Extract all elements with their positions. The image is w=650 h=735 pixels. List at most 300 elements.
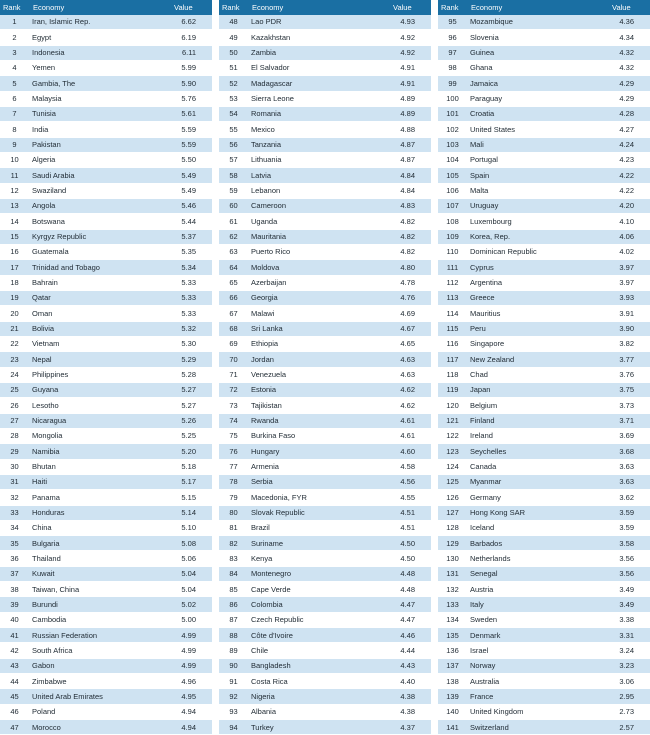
rank-cell: 136 (438, 643, 467, 658)
table-row (438, 229, 650, 244)
rank-cell: 57 (219, 152, 248, 167)
economy-cell: Seychelles (467, 444, 608, 459)
table-row (0, 137, 212, 152)
economy-cell: Qatar (29, 290, 170, 305)
economy-cell: Switzerland (467, 720, 608, 735)
value-cell: 4.47 (389, 597, 431, 612)
value-cell: 4.92 (389, 30, 431, 45)
economy-cell: Honduras (29, 505, 170, 520)
rank-cell: 9 (0, 137, 29, 152)
value-cell: 3.76 (608, 367, 650, 382)
table-row (438, 720, 650, 735)
value-cell: 5.44 (170, 214, 212, 229)
economy-cell: Guatemala (29, 244, 170, 259)
rank-cell: 98 (438, 60, 467, 75)
table-row (438, 367, 650, 382)
economy-cell: Turkey (248, 720, 389, 735)
value-cell: 5.90 (170, 76, 212, 91)
rank-cell: 44 (0, 674, 29, 689)
table-row (219, 60, 431, 75)
rank-cell: 33 (0, 505, 29, 520)
value-cell: 5.10 (170, 520, 212, 535)
rank-cell: 23 (0, 352, 29, 367)
value-cell: 5.02 (170, 597, 212, 612)
value-cell: 5.18 (170, 459, 212, 474)
rank-cell: 38 (0, 582, 29, 597)
rank-cell: 46 (0, 704, 29, 719)
economy-cell: Malaysia (29, 91, 170, 106)
table-row (219, 106, 431, 121)
table-row (0, 290, 212, 305)
table-row (219, 321, 431, 336)
value-cell: 5.35 (170, 244, 212, 259)
economy-cell: Mexico (248, 122, 389, 137)
economy-cell: Latvia (248, 168, 389, 183)
value-cell: 4.06 (608, 229, 650, 244)
rank-cell: 109 (438, 229, 467, 244)
rank-cell: 79 (219, 490, 248, 505)
economy-cell: Bolivia (29, 321, 170, 336)
table-row (219, 444, 431, 459)
economy-cell: Swaziland (29, 183, 170, 198)
economy-cell: India (29, 122, 170, 137)
table-row (0, 260, 212, 275)
table-row (0, 520, 212, 535)
rank-cell: 21 (0, 321, 29, 336)
value-cell: 3.63 (608, 459, 650, 474)
table-row (219, 459, 431, 474)
table-row (0, 689, 212, 704)
value-cell: 5.49 (170, 183, 212, 198)
table-row (0, 168, 212, 183)
table-row (438, 658, 650, 673)
table-row (219, 352, 431, 367)
economy-cell: Lebanon (248, 183, 389, 198)
economy-cell: Canada (467, 459, 608, 474)
value-cell: 4.38 (389, 704, 431, 719)
table-row (438, 398, 650, 413)
table-row (0, 382, 212, 397)
value-cell: 5.04 (170, 566, 212, 581)
table-row (219, 643, 431, 658)
table-row (0, 198, 212, 213)
rank-cell: 134 (438, 612, 467, 627)
rank-cell: 36 (0, 551, 29, 566)
rank-cell: 100 (438, 91, 467, 106)
economy-cell: Barbados (467, 536, 608, 551)
rank-cell: 75 (219, 428, 248, 443)
value-cell: 4.82 (389, 244, 431, 259)
rank-cell: 117 (438, 352, 467, 367)
economy-cell: Haiti (29, 474, 170, 489)
economy-cell: Serbia (248, 474, 389, 489)
economy-cell: Bhutan (29, 459, 170, 474)
economy-cell: Mauritius (467, 306, 608, 321)
value-cell: 6.19 (170, 30, 212, 45)
table-row (219, 198, 431, 213)
value-cell: 4.48 (389, 582, 431, 597)
table-row (0, 244, 212, 259)
rank-cell: 116 (438, 336, 467, 351)
rank-cell: 60 (219, 198, 248, 213)
economy-cell: Luxembourg (467, 214, 608, 229)
rank-cell: 113 (438, 290, 467, 305)
rank-cell: 71 (219, 367, 248, 382)
economy-cell: Ethiopia (248, 336, 389, 351)
value-cell: 4.34 (608, 30, 650, 45)
economy-cell: Botswana (29, 214, 170, 229)
value-cell: 4.76 (389, 290, 431, 305)
table-row (438, 106, 650, 121)
table-row (219, 306, 431, 321)
table-row (0, 505, 212, 520)
value-cell: 5.49 (170, 168, 212, 183)
economy-cell: Panama (29, 490, 170, 505)
rank-cell: 114 (438, 306, 467, 321)
table-row (438, 275, 650, 290)
table-row (438, 505, 650, 520)
economy-cell: Mongolia (29, 428, 170, 443)
economy-cell: Finland (467, 413, 608, 428)
table-row (438, 244, 650, 259)
rank-header: Rank (0, 0, 29, 15)
table-header-row (219, 0, 431, 15)
table-row (0, 536, 212, 551)
table-header-row (0, 0, 212, 15)
rank-cell: 34 (0, 520, 29, 535)
economy-cell: Netherlands (467, 551, 608, 566)
value-cell: 3.56 (608, 566, 650, 581)
economy-cell: Czech Republic (248, 612, 389, 627)
economy-header: Economy (248, 0, 389, 15)
economy-cell: Nepal (29, 352, 170, 367)
table-row (438, 306, 650, 321)
value-cell: 4.62 (389, 398, 431, 413)
rank-cell: 118 (438, 367, 467, 382)
rank-cell: 3 (0, 45, 29, 60)
rank-cell: 16 (0, 244, 29, 259)
table-row (219, 45, 431, 60)
rank-cell: 90 (219, 658, 248, 673)
rank-cell: 35 (0, 536, 29, 551)
value-cell: 4.50 (389, 536, 431, 551)
economy-cell: Uruguay (467, 198, 608, 213)
economy-cell: United Arab Emirates (29, 689, 170, 704)
value-cell: 4.88 (389, 122, 431, 137)
rank-cell: 101 (438, 106, 467, 121)
table-row (0, 275, 212, 290)
economy-cell: Egypt (29, 30, 170, 45)
value-cell: 5.20 (170, 444, 212, 459)
table-row (219, 689, 431, 704)
table-row (438, 45, 650, 60)
value-cell: 5.17 (170, 474, 212, 489)
economy-cell: Germany (467, 490, 608, 505)
table-row (438, 597, 650, 612)
rank-cell: 93 (219, 704, 248, 719)
rank-cell: 29 (0, 444, 29, 459)
value-cell: 4.61 (389, 413, 431, 428)
economy-cell: Yemen (29, 60, 170, 75)
rank-cell: 121 (438, 413, 467, 428)
economy-cell: Puerto Rico (248, 244, 389, 259)
value-cell: 3.97 (608, 275, 650, 290)
value-cell: 3.73 (608, 398, 650, 413)
rank-cell: 105 (438, 168, 467, 183)
value-cell: 4.28 (608, 106, 650, 121)
table-row (219, 505, 431, 520)
economy-cell: Cameroon (248, 198, 389, 213)
value-cell: 4.02 (608, 244, 650, 259)
economy-cell: Austria (467, 582, 608, 597)
value-cell: 4.29 (608, 91, 650, 106)
table-row (0, 597, 212, 612)
economy-cell: Denmark (467, 628, 608, 643)
economy-cell: Rwanda (248, 413, 389, 428)
rank-cell: 20 (0, 306, 29, 321)
economy-cell: Portugal (467, 152, 608, 167)
table-row (0, 490, 212, 505)
economy-cell: United States (467, 122, 608, 137)
table-row (219, 490, 431, 505)
value-cell: 5.33 (170, 306, 212, 321)
value-cell: 5.27 (170, 398, 212, 413)
table-row (438, 490, 650, 505)
rank-cell: 137 (438, 658, 467, 673)
value-cell: 4.89 (389, 91, 431, 106)
rank-cell: 52 (219, 76, 248, 91)
value-cell: 4.99 (170, 658, 212, 673)
value-cell: 4.50 (389, 551, 431, 566)
table-row (0, 306, 212, 321)
rank-cell: 128 (438, 520, 467, 535)
table-row (0, 628, 212, 643)
rank-cell: 139 (438, 689, 467, 704)
economy-cell: Mali (467, 137, 608, 152)
value-cell: 3.58 (608, 536, 650, 551)
economy-cell: United Kingdom (467, 704, 608, 719)
table-row (438, 674, 650, 689)
table-row (0, 229, 212, 244)
economy-cell: South Africa (29, 643, 170, 658)
ranking-table-2 (219, 0, 431, 735)
value-cell: 4.99 (170, 628, 212, 643)
table-row (438, 474, 650, 489)
economy-cell: Myanmar (467, 474, 608, 489)
value-cell: 4.93 (389, 15, 431, 30)
table-row (219, 566, 431, 581)
economy-cell: Ireland (467, 428, 608, 443)
rank-cell: 127 (438, 505, 467, 520)
value-cell: 5.61 (170, 106, 212, 121)
rank-cell: 141 (438, 720, 467, 735)
value-cell: 3.68 (608, 444, 650, 459)
table-row (0, 398, 212, 413)
rank-cell: 45 (0, 689, 29, 704)
table-row (219, 290, 431, 305)
table-row (438, 91, 650, 106)
rank-cell: 77 (219, 459, 248, 474)
economy-cell: Cape Verde (248, 582, 389, 597)
economy-cell: Lesotho (29, 398, 170, 413)
value-cell: 3.38 (608, 612, 650, 627)
rank-cell: 138 (438, 674, 467, 689)
value-cell: 4.10 (608, 214, 650, 229)
economy-cell: Bangladesh (248, 658, 389, 673)
rank-cell: 87 (219, 612, 248, 627)
economy-cell: Georgia (248, 290, 389, 305)
economy-cell: Belgium (467, 398, 608, 413)
rank-cell: 119 (438, 382, 467, 397)
value-cell: 4.99 (170, 643, 212, 658)
rank-cell: 27 (0, 413, 29, 428)
rank-cell: 135 (438, 628, 467, 643)
table-row (0, 674, 212, 689)
table-row (0, 91, 212, 106)
economy-cell: Chile (248, 643, 389, 658)
table-row (438, 183, 650, 198)
value-cell: 2.95 (608, 689, 650, 704)
value-cell: 3.49 (608, 582, 650, 597)
table-row (219, 582, 431, 597)
table-row (0, 704, 212, 719)
value-cell: 2.57 (608, 720, 650, 735)
rank-cell: 6 (0, 91, 29, 106)
economy-cell: Armenia (248, 459, 389, 474)
rank-cell: 133 (438, 597, 467, 612)
table-row (219, 628, 431, 643)
table-row (0, 643, 212, 658)
table-row (438, 290, 650, 305)
economy-cell: Sweden (467, 612, 608, 627)
rank-cell: 67 (219, 306, 248, 321)
table-row (438, 122, 650, 137)
value-cell: 4.65 (389, 336, 431, 351)
table-row (0, 367, 212, 382)
value-cell: 4.37 (389, 720, 431, 735)
economy-cell: Poland (29, 704, 170, 719)
economy-cell: Kyrgyz Republic (29, 229, 170, 244)
value-cell: 5.28 (170, 367, 212, 382)
rank-cell: 122 (438, 428, 467, 443)
rank-cell: 95 (438, 15, 467, 30)
value-cell: 3.59 (608, 505, 650, 520)
economy-cell: Hong Kong SAR (467, 505, 608, 520)
rank-cell: 24 (0, 367, 29, 382)
value-cell: 3.82 (608, 336, 650, 351)
economy-cell: Nigeria (248, 689, 389, 704)
table-row (219, 229, 431, 244)
economy-cell: Morocco (29, 720, 170, 735)
table-row (438, 689, 650, 704)
value-cell: 4.92 (389, 45, 431, 60)
rank-cell: 54 (219, 106, 248, 121)
rank-cell: 7 (0, 106, 29, 121)
rank-header: Rank (219, 0, 248, 15)
value-cell: 3.63 (608, 474, 650, 489)
rank-cell: 41 (0, 628, 29, 643)
value-cell: 3.31 (608, 628, 650, 643)
economy-cell: Colombia (248, 597, 389, 612)
value-cell: 5.34 (170, 260, 212, 275)
value-cell: 5.37 (170, 229, 212, 244)
table-row (438, 260, 650, 275)
economy-cell: France (467, 689, 608, 704)
rank-cell: 12 (0, 183, 29, 198)
economy-cell: Saudi Arabia (29, 168, 170, 183)
economy-cell: Italy (467, 597, 608, 612)
economy-cell: Mauritania (248, 229, 389, 244)
economy-cell: Indonesia (29, 45, 170, 60)
rank-cell: 18 (0, 275, 29, 290)
value-cell: 4.46 (389, 628, 431, 643)
value-cell: 4.27 (608, 122, 650, 137)
rank-cell: 85 (219, 582, 248, 597)
economy-cell: Thailand (29, 551, 170, 566)
economy-cell: Norway (467, 658, 608, 673)
table-row (0, 612, 212, 627)
economy-cell: China (29, 520, 170, 535)
economy-cell: Dominican Republic (467, 244, 608, 259)
economy-cell: Mozambique (467, 15, 608, 30)
table-row (438, 551, 650, 566)
rank-cell: 28 (0, 428, 29, 443)
rank-cell: 11 (0, 168, 29, 183)
table-row (0, 214, 212, 229)
value-cell: 5.27 (170, 382, 212, 397)
table-row (219, 674, 431, 689)
value-cell: 4.67 (389, 321, 431, 336)
table-row (0, 428, 212, 443)
economy-cell: Argentina (467, 275, 608, 290)
economy-cell: Nicaragua (29, 413, 170, 428)
economy-cell: Côte d'Ivoire (248, 628, 389, 643)
rank-cell: 55 (219, 122, 248, 137)
rank-cell: 48 (219, 15, 248, 30)
value-cell: 4.47 (389, 612, 431, 627)
value-cell: 4.95 (170, 689, 212, 704)
table-row (219, 428, 431, 443)
rank-cell: 125 (438, 474, 467, 489)
value-cell: 5.04 (170, 582, 212, 597)
value-cell: 5.33 (170, 290, 212, 305)
value-cell: 5.46 (170, 198, 212, 213)
value-cell: 4.44 (389, 643, 431, 658)
rank-cell: 39 (0, 597, 29, 612)
value-cell: 3.69 (608, 428, 650, 443)
table-row (0, 582, 212, 597)
value-cell: 5.76 (170, 91, 212, 106)
economy-cell: Senegal (467, 566, 608, 581)
value-header: Value (389, 0, 431, 15)
rank-cell: 107 (438, 198, 467, 213)
value-cell: 3.23 (608, 658, 650, 673)
value-cell: 4.48 (389, 566, 431, 581)
rank-cell: 58 (219, 168, 248, 183)
rank-cell: 126 (438, 490, 467, 505)
economy-cell: Algeria (29, 152, 170, 167)
value-cell: 4.51 (389, 520, 431, 535)
value-cell: 6.11 (170, 45, 212, 60)
value-cell: 5.32 (170, 321, 212, 336)
value-cell: 4.89 (389, 106, 431, 121)
value-cell: 4.20 (608, 198, 650, 213)
economy-cell: Bahrain (29, 275, 170, 290)
economy-cell: Chad (467, 367, 608, 382)
table-row (0, 183, 212, 198)
economy-cell: Hungary (248, 444, 389, 459)
table-row (219, 15, 431, 30)
